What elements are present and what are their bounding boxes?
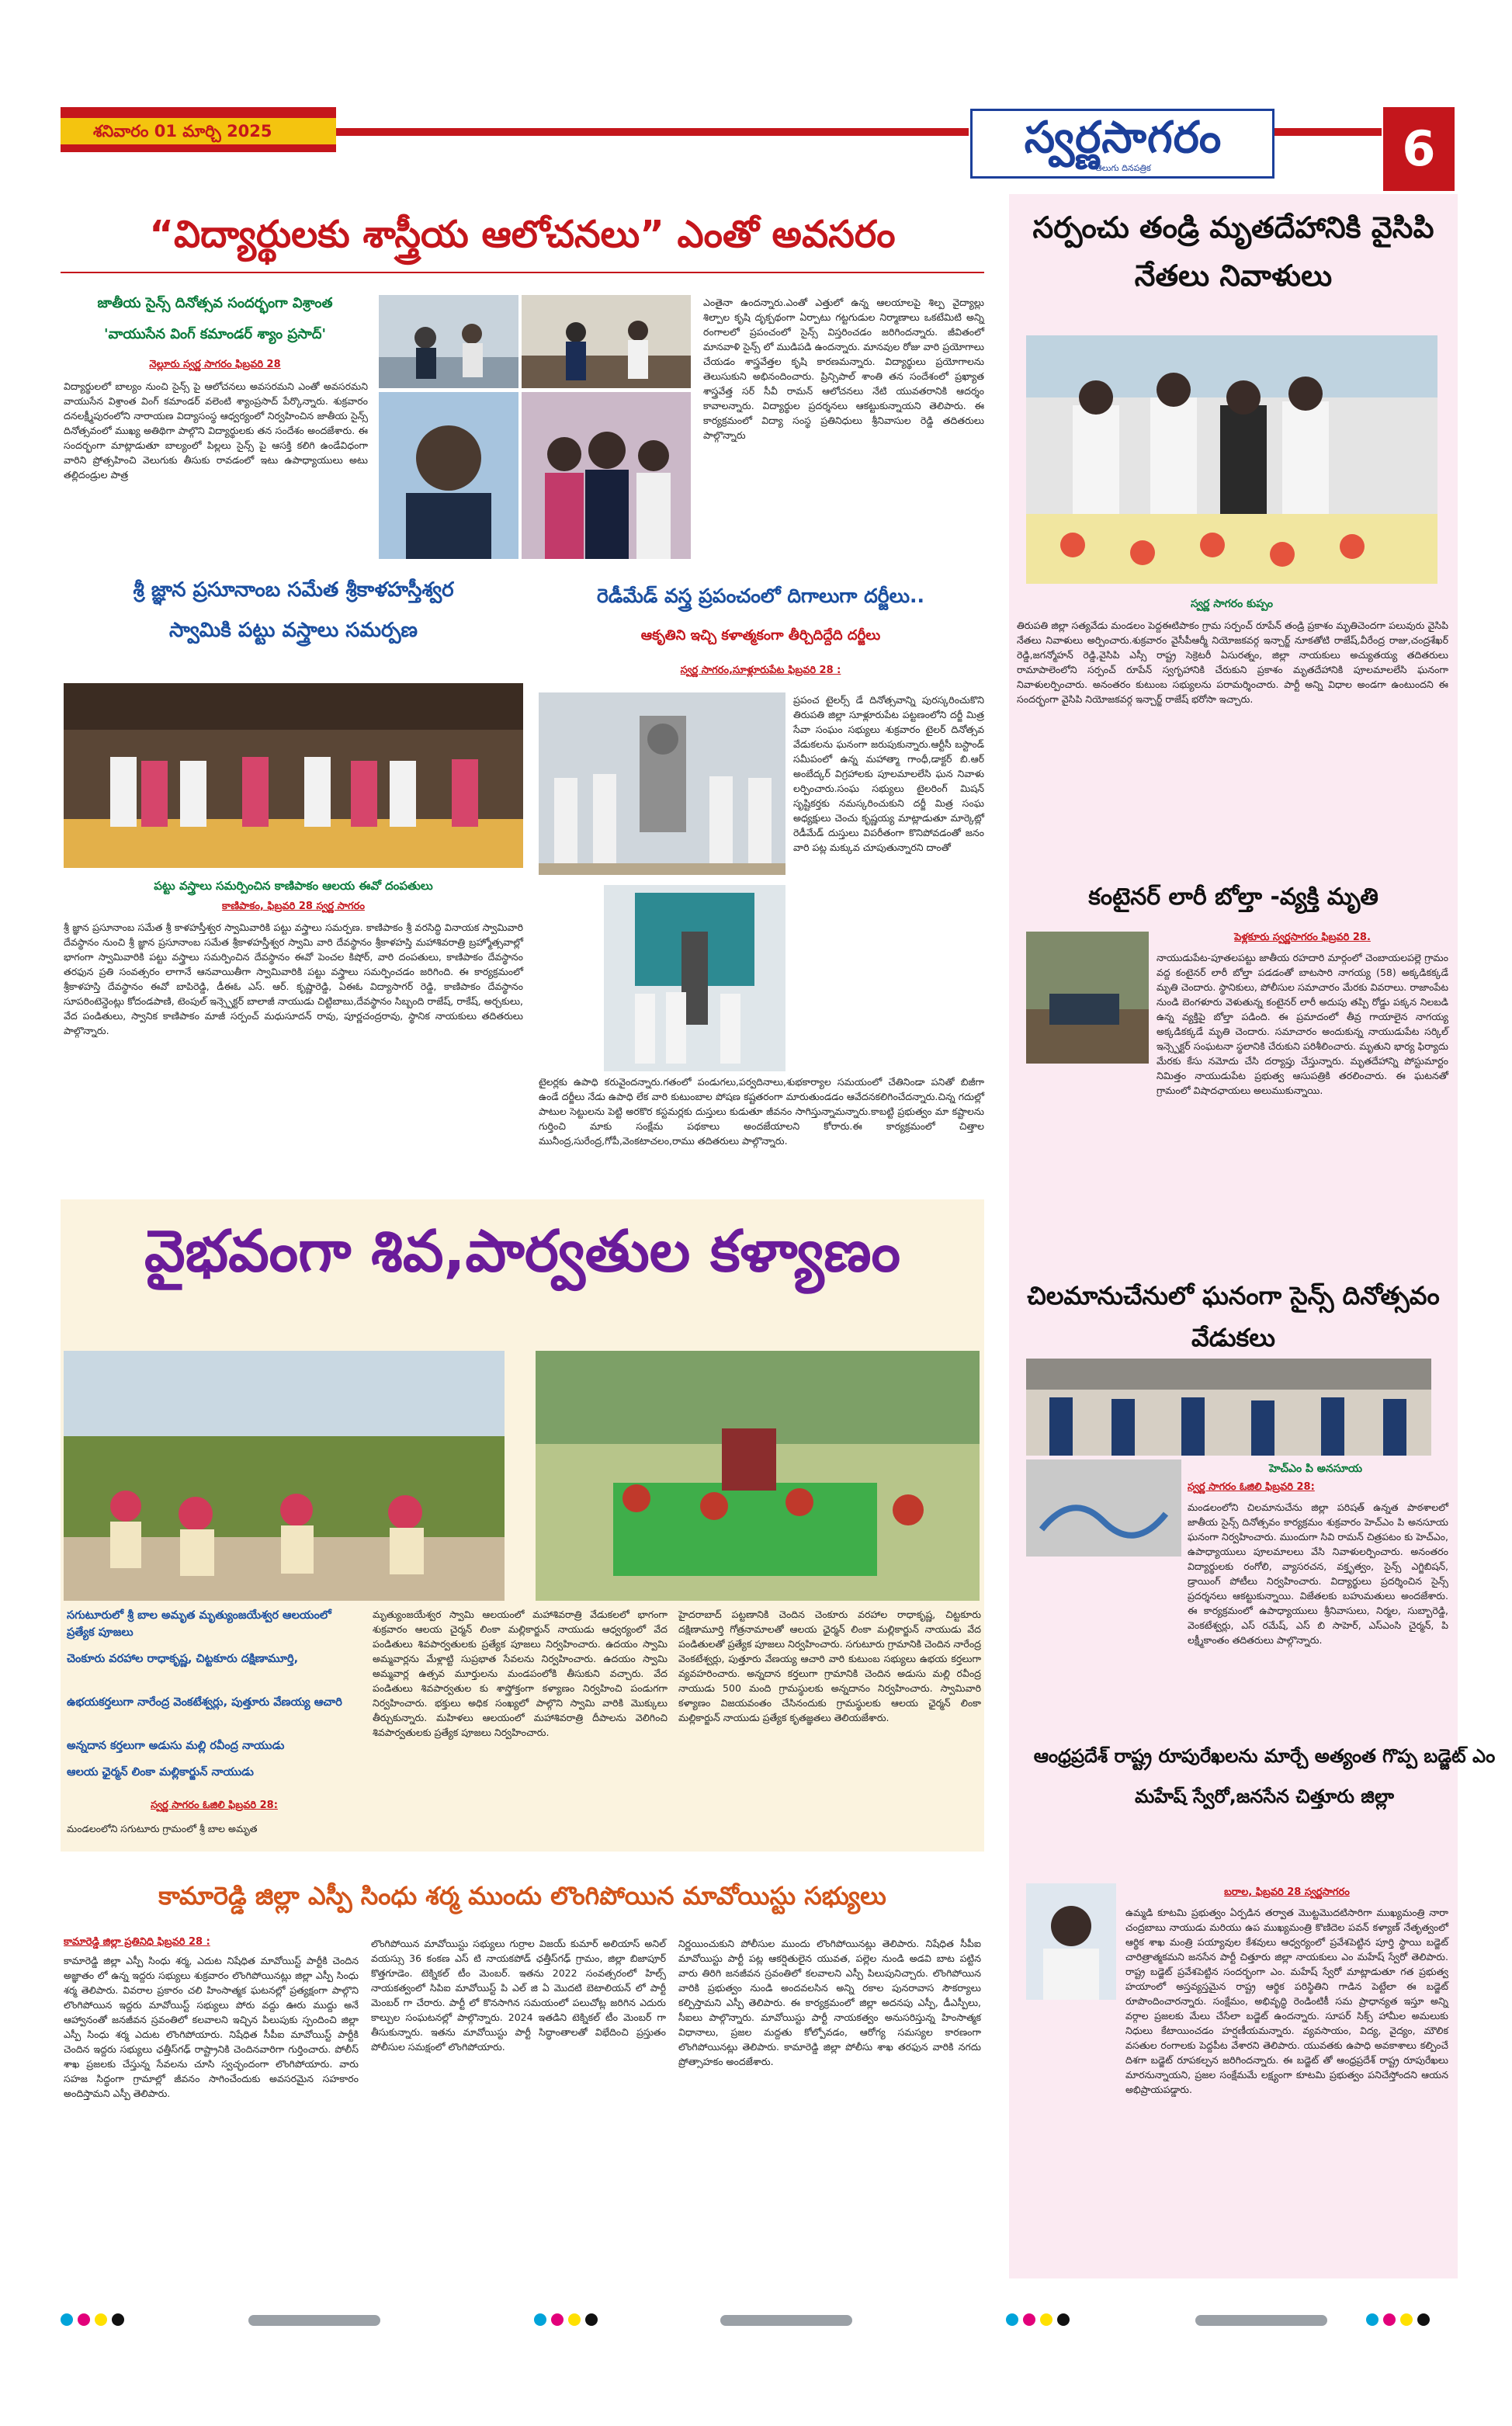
caption-silk: పట్టు వస్త్రాలు సమర్పించిన కాణిపాకం ఆలయ ఈవో దంపతులు [154, 879, 433, 893]
dateline-tailors: స్వర్ణ సాగరం,సూళ్లూరుపేట ఫిబ్రవరి 28 : [680, 665, 841, 676]
body-maoist-col1: కామారెడ్డి జిల్లా ఎస్పీ సింధు శర్మ, ఎదుట నిషేధిత మావోయిస్ట్ పార్టీకి చెందిన అజ్ఞాతం లో ఉన్న ఇద్దరు సభ్యులు శుక్రవారం లొంగిపోయినట్లు జిల్లా ఎస్పీ సింధు శర్మ తెలిపారు. వివరాల ప్రకారం చలి హింసాత్మక ఘటనల్లో ప్రత్యక్షంగా పాల్గొని లొంగిపోయిన ఇద్దరు మావోయిస్ట్ సభ్యులు పోరు వద్దు ఊరు ముద్దు అనే ఆహ్వానంతో జనజీవన స్రవంతిలో కలవాలని ఇచ్చిన పిలుపుకు స్పందించి జిల్లా ఎస్పీ సింధు శర్మ ఎదుట లొంగిపోయారు. నిషేధిత సీపీఐ మావోయిస్ట్ పార్టీకి చెందిన ఇద్దరు సభ్యులు ఛత్తీస్‌గఢ్ రాష్ట్రానికి చెందినవారిగా గుర్తించారు. పోలీస్ శాఖ ప్రజలకు చేస్తున్న సేవలను చూసి స్వచ్ఛందంగా లొంగిపోయారు. వారు సహజ సిద్ధంగా గ్రామాల్లో జీవనం సాగించేందుకు అవసరమైన సహకారం అందిస్తామని ఎస్పీ తెలిపారు. [64, 1955, 359, 2099]
page-number: 6 [1402, 120, 1436, 177]
photo-science-1 [379, 295, 518, 388]
dateline-budget: బరాల, ఫిబ్రవరి 28 స్వర్ణసాగరం [1224, 1886, 1350, 1898]
dateline-silk: కాణిపాకం, ఫిబ్రవరి 28 స్వర్ణ సాగరం [222, 901, 365, 912]
photo-icon [539, 692, 785, 875]
photo-icon [64, 683, 523, 868]
photo-icon [1026, 932, 1149, 1064]
photo-icon [64, 1351, 505, 1601]
registration-bar [1195, 2315, 1327, 2326]
kalyanam-info-3: ఉభయకర్తలుగా నారేంద్ర వెంకటేశ్వర్లు, పుత్తూరు వేణయ్య ఆచారి [67, 1696, 342, 1709]
photo-icon [522, 392, 691, 559]
photo-icon [1026, 1459, 1181, 1557]
photo-icon [536, 1351, 980, 1601]
masthead-logo: స్వర్ణసాగరం [1024, 113, 1222, 163]
body-science-fest-cont [1017, 1562, 1448, 1730]
photo-science-3 [379, 392, 518, 559]
photo-kalyanam-1 [64, 1351, 505, 1601]
dateline-maoist: కామారెడ్డి జిల్లా ప్రతినిధి ఫిబ్రవరి 28 : [64, 1936, 210, 1948]
photo-science-fest-2 [1026, 1459, 1181, 1557]
body-silk: శ్రీ జ్ఞాన ప్రసూనాంబ సమేత శ్రీ కాళహస్తీశ్వర స్వామివారికి పట్టు వస్త్రాలు సమర్పణ. కాణిపాకం శ్రీ వరసిద్ధి వినాయక స్వామివారి దేవస్థానం నుంచి శ్రీ జ్ఞాన ప్రసూనాంబ సమేత శ్రీకాళహస్తీశ్వర స్వామి వారి దేవస్థానం శ్రీకాళహస్తి మహాశివరాత్రి బ్రహ్మోత్సవాల్లో భాగంగా స్వామివారికి పట్టు వస్త్రాలు సమర్పించిన దేవస్థానం ఈవో పెంచల కిషోర్, వారి దంపతులు, కాణిపాకం దేవస్థానం తరఫున ప్రతి సంవత్సరం లాగానే ఆనవాయితీగా స్వామివారికి పట్టు వస్త్రాలు సమర్పించడం జరిగింది. ఈ కార్యక్రమంలో శ్రీకాళహస్తి దేవస్థానం ఈవో బాపిరెడ్డి, డీఈఓ ఎస్. ఆర్. కృష్ణారెడ్డి, ఏఈఓ విద్యాసాగర్ రెడ్డి, కాణిపాకం దేవస్థానం సూపరింటెన్డెంట్లు కోదండపాణి, టెంపుల్ ఇన్స్పెక్టర్ బాలాజీ నాయుడు చిట్టిబాబు,దేవస్థానం సిబ్బంది రాజేష్, రాకేష్, అర్చకులు, వేద పండితులు, స్వానిక కాణిపాకం మాజీ సర్పంచ్ మధుసూదన్ రావు, పూర్ణచంద్రరావు, స్థానిక నాయకులు తదితరులు పాల్గొన్నారు. [64, 921, 523, 1036]
photo-science-2 [522, 295, 691, 388]
headline-science: “విద్యార్థులకు శాస్త్రీయ ఆలోచనలు” ఎంతో అవసరం [149, 213, 896, 256]
photo-science-fest-1 [1026, 1359, 1431, 1456]
dateline-science-fest: స్వర్ణ సాగరం ఓజిలి ఫిబ్రవరి 28: [1188, 1481, 1315, 1493]
body-budget: ఉమ్మడి కూటమి ప్రభుత్వం ఏర్పడిన తర్వాత మొట్టమొదటిసారిగా ముఖ్యమంత్రి నారా చంద్రబాబు నాయుడు మరియు ఉప ముఖ్యమంత్రి కొణిదెల పవన్ కళ్యాణ్ నేతృత్వంలో ఆర్థిక శాఖ మంత్రి పయ్యావుల కేశవులు ఆధ్వర్యంలో ప్రవేశపెట్టిన పూర్తి స్థాయి బడ్జెట్ చారిత్రాత్మకమని జనసేన పార్టీ చిత్తూరు జిల్లా నాయకులు ఎం మహేష్ స్వేరో తెలిపారు. రాష్ట్ర బడ్జెట్ ప్రవేశపెట్టిన సందర్భంగా ఎం. మహేష్ స్వేరో మాట్లాడుతూ గత ప్రభుత్వ హయాంలో అస్తవ్యస్తమైన రాష్ట్ర ఆర్థిక పరిస్థితిని గాడిన పెట్టేలా ఈ బడ్జెట్ రూపొందించారన్నారు. సంక్షేమం, అభివృద్ధి రెండింటికీ సమ ప్రాధాన్యత ఇస్తూ అన్ని వర్గాల ప్రజలకు మేలు చేసేలా బడ్జెట్ ఉందన్నారు. సూపర్ సిక్స్ హామీల అమలుకు నిధులు కేటాయించడం హర్షణీయమన్నారు. వ్యవసాయం, విద్య, వైద్యం, మౌలిక వసతుల రంగాలకు పెద్దపీట వేశారని తెలిపారు. యువతకు ఉపాధి అవకాశాలు కల్పించే దిశగా బడ్జెట్ రూపకల్పన జరిగిందన్నారు. ఈ బడ్జెట్ తో ఆంధ్రప్రదేశ్ రాష్ట్ర రూపురేఖలు మారనున్నాయని, ప్రజల సంక్షేమమే లక్ష్యంగా కూటమి ప్రభుత్వం పనిచేస్తోందని ఆయన అభిప్రాయపడ్డారు. [1125, 1907, 1448, 2095]
body-kalyanam-lead: మండలంలోని సగుటూరు గ్రామంలో శ్రీ బాల అమృత [67, 1823, 258, 1834]
registration-mark-icon [1366, 2313, 1430, 2326]
rule-science [61, 272, 984, 273]
photo-icon [379, 295, 518, 388]
photo-silk [64, 683, 523, 868]
photo-icon [1026, 1883, 1116, 2000]
headline-kalyanam: వైభవంగా శివ,పార్వతుల కళ్యాణం [144, 1218, 901, 1285]
dateline-kalyanam: స్వర్ణ సాగరం ఓజిలి ఫిబ్రవరి 28: [151, 1800, 278, 1811]
header-red-line-right [1273, 128, 1382, 136]
body-kalyanam-col3: హైదరాబాద్ పట్టణానికి చెందిన చెంకూరు వరహాల రాధాకృష్ణ, చిట్టకూరు దక్షిణామూర్తి గోత్రనామాలతో ఆలయ ఛైర్మన్ లింకా మల్లికార్జున్ నాయుడు వేద పండితులతో ప్రత్యేక పూజలు నిర్వహించారు. సగుటూరు గ్రామానికి చెందిన నారేంద్ర వెంకటేశ్వర్లు, పుత్తూరు వేణయ్య ఆచారి వారి కుటుంబ సభ్యులు ఉభయ కర్తలుగా వ్యవహరించారు. అన్నదాన కర్తలుగా గ్రామానికి చెందిన అడుసు మల్లి రవీంద్ర నాయుడు 500 మంది గ్రామస్థులకు అన్నదానం నిర్వహించారు. స్వామివారి కళ్యాణం విజయవంతం చేసినందుకు గ్రామస్థులకు ఆలయ ఛైర్మన్ లింకా మల్లికార్జున్ నాయుడు ప్రత్యేక కృతజ్ఞతలు తెలియజేశారు. [678, 1609, 981, 1723]
headline-lorry: కంటైనర్ లారీ బోల్తా -వ్యక్తి మృతి [1088, 883, 1378, 911]
headline-silk-2: స్వామికి పట్టు వస్త్రాలు సమర్పణ [169, 619, 418, 642]
photo-tailors-1 [539, 692, 785, 875]
photo-budget [1026, 1883, 1116, 2000]
header-date: శనివారం 01 మార్చి 2025 [93, 122, 272, 141]
registration-bar [248, 2315, 380, 2326]
dateline-science: నెల్లూరు స్వర్ణ సాగరం ఫిబ్రవరి 28 [149, 359, 281, 370]
photo-icon [522, 295, 691, 388]
caption-sarpanch: స్వర్ణ సాగరం కుప్పం [1190, 598, 1274, 610]
body-maoist-col2: లొంగిపోయిన మావోయిస్టు సభ్యులు గుర్రాల విజయ్ కుమార్ అలియాస్ అనిల్ వయస్సు 36 కంకణ ఎస్ టి నాయకపోడ్ ఛత్తీస్‌గఢ్ గ్రామం, జిల్లా బిజాపూర్ కొత్తగూడెం. టెక్నికల్ టీం మెంబర్. ఇతను 2022 సంవత్సరంలో హిల్స్ నాయకత్వంలో సిపిఐ మావోయిస్ట్ పి ఎల్ జి ఏ మొదటి బెటాలియన్ లో పార్టీ మెంబర్ గా చేరారు. పార్టీ లో కొనసాగిన సమయంలో పలుచోట్ల జరిగిన ఎదురు కాల్పుల సంఘటనల్లో పాల్గొన్నారు. 2024 ఇతడిని టెక్నికల్ టీం మెంబర్ గా తీసుకున్నారు. ఇతను మావోయిస్టు పార్టీ సిద్ధాంతాలతో విభేదించి ప్రస్తుతం పోలీసుల సమక్షంలో లొంగిపోయారు. [371, 1938, 666, 2053]
registration-mark-icon [534, 2313, 598, 2326]
headline-maoist: కామారెడ్డి జిల్లా ఎస్పీ సింధు శర్మ ముందు లొంగిపోయిన మావోయిస్టు సభ్యులు [158, 1881, 886, 1911]
body-maoist-col3: నిర్ణయించుకుని పోలీసుల ముందు లొంగిపోయినట్లు తెలిపారు. నిషేధిత సీపీఐ మావోయిస్టు పార్టీ పట్ల ఆకర్షితులైన యువత, పల్లెల నుండి అడవి బాట పట్టిన వారు తిరిగి జనజీవన స్రవంతిలో కలవాలని ఎస్పీ పిలుపునిచ్చారు. లొంగిపోయిన వారికి ప్రభుత్వం నుండి అందవలసిన అన్ని రకాల పునరావాస సౌకర్యాలు కల్పిస్తామని ఎస్పీ తెలిపారు. ఈ కార్యక్రమంలో జిల్లా అదనపు ఎస్పీ, డీఎస్పీలు, సీఐలు పాల్గొన్నారు. మావోయిస్టు పార్టీ నాయకత్వం అనుసరిస్తున్న హింసాత్మక విధానాలు, ప్రజల మద్దతు కోల్పోవడం, ఆరోగ్య సమస్యల కారణంగా లొంగిపోయినట్లు తెలిపారు. కామారెడ్డి జిల్లా పోలీసు శాఖ తరఫున వారికి నగదు ప్రోత్సాహకం అందజేశారు. [678, 1938, 981, 2067]
headline-silk-1: శ్రీ జ్ఞాన ప్రసూనాంబ సమేత శ్రీకాళహస్తీశ్వర [133, 578, 454, 602]
kalyanam-info-5: ఆలయ ఛైర్మన్ లింకా మల్లికార్జున్ నాయుడు [67, 1766, 254, 1779]
registration-mark-icon [61, 2313, 124, 2326]
headline-tailors: రెడీమేడ్ వస్త్ర ప్రపంచంలో దిగాలుగా దర్జీలు.. [597, 585, 924, 607]
photo-kalyanam-2 [536, 1351, 980, 1601]
sub-science-1: జాతీయ సైన్స్ దినోత్సవ సందర్భంగా విశ్రాంత [97, 295, 333, 311]
masthead-tag: తెలుగు దినపత్రిక [1095, 163, 1151, 173]
photo-sarpanch [1026, 335, 1437, 584]
body-kalyanam-col2: మృత్యుంజయేశ్వర స్వామి ఆలయంలో మహాశివరాత్రి వేడుకలలో భాగంగా శుక్రవారం ఆలయ చైర్మన్ లింకా మల్లికార్జున్ నాయుడు ఆధ్వర్యంలో వేద పండితులు శివపార్వతులకు ప్రత్యేక పూజలు నిర్వహించారు. ఉదయం స్వామి అమ్మవార్లను మేళ్లాట్టి సుప్రభాత సేవలను నిర్వహించారు. ఉదయం స్వామి అమ్మవార్ల ఉత్సవ మూర్తులను మండపంలోకి తీసుకుని వచ్చారు. వేద పండితులు శివపార్వతుల కు శాస్త్రోక్తంగా కళ్యాణం నిర్వహించి పండుగగా నిర్వహించారు. భక్తులు అధిక సంఖ్యలో పాల్గొని స్వామి వారికి మొక్కులు తీర్చుకున్నారు. మహిళలు ఆలయంలో మహాశివరాత్రి దీపాలను వెలిగించి శివపార్వతులకు ప్రత్యేక పూజలు నిర్వహించారు. [373, 1609, 668, 1738]
body-lorry: నాయుడుపేట-పూతలపట్టు జాతీయ రహదారి మార్గంలో చెంబాయలపల్లె గ్రామం వద్ద కంటైనర్ లారీ బోల్తా పడడంతో బాటసారి నాగయ్య (58) అక్కడికక్కడే మృతి చెందారు. స్థానికులు, పోలీసుల సమాచారం మేరకు వివరాలు. రాజాంపేట నుండి బెంగళూరు వెళుతున్న కంటైనర్ లారీ అదుపు తప్పి రోడ్డు పక్కన నిలబడి ఉన్న వ్యక్తిపై బోల్తా పడింది. ఈ ప్రమాదంలో తీవ్ర గాయాలైన నాగయ్య అక్కడికక్కడే మృతి చెందారు. సమాచారం అందుకున్న నాయుడుపేట సర్కిల్ ఇన్స్పెక్టర్ సంఘటనా స్థలానికి చేరుకుని పరిశీలించారు. మృతుని భార్య ఫిర్యాదు మేరకు కేసు నమోదు చేసి దర్యాప్తు చేస్తున్నారు. మృతదేహాన్ని పోస్టుమార్టం నిమిత్తం నాయుడుపేట ప్రభుత్వ ఆసుపత్రికి తరలించారు. ఈ ఘటనతో గ్రామంలో విషాదఛాయలు అలుముకున్నాయి. [1157, 952, 1448, 1096]
registration-mark-icon [1006, 2313, 1070, 2326]
headline-science-fest: చిలమానుచేనులో ఘనంగా సైన్స్ దినోత్సవం వేడుకలు [1027, 1281, 1440, 1352]
photo-science-4 [522, 392, 691, 559]
header-red-line [336, 128, 969, 136]
headline-budget: ఆంధ్రప్రదేశ్ రాష్ట్ర రూపురేఖలను మార్చే అత్యంత గొప్ప బడ్జెట్ ఎం మహేష్ స్వేరో,జనసేన చిత్తూరు జిల్లా [1033, 1745, 1496, 1807]
registration-bar [720, 2315, 852, 2326]
body-lorry-cont [1017, 1071, 1448, 1264]
subheadline-tailors: ఆకృతిని ఇచ్చి కళాత్మకంగా తీర్చిదిద్దేది దర్జీలు [640, 627, 881, 644]
headline-sarpanch: సర్పంచు తండ్రి మృతదేహానికి వైసిపి నేతలు నివాళులు [1032, 210, 1434, 293]
body-science-col1: విద్యార్థులలో బాల్యం నుంచి సైన్స్ పై ఆలోచనలు అవసరమని ఎంతో అవసరమని వాయుసేన విశ్రాంత వింగ్ కమాండర్ వలెంటి శ్యాంప్రసాద్ పేర్కొన్నారు. శుక్రవారం దనలక్ష్మీపురంలోని నారాయణ విద్యాసంస్థ ఆధ్వర్యంలో నిర్వహించిన జాతీయ సైన్స్ దినోత్సవంలో ముఖ్య అతిథిగా పాల్గొని విద్యార్థులకు తన సందేశం అందజేశారు. ఈ సందర్భంగా మాట్లాడుతూ బాల్యంలో పిల్లలు సైన్స్ పై ఆసక్తి కలిగి ఉండేవిధంగా వారిని ప్రోత్సహించి వెలుగుకు తీసుకు రావడంలో ఇటు ఉపాధ్యాయులు అటు తల్లిదండ్రుల పాత్ర [64, 380, 368, 481]
body-tailors-right: ప్రపంచ టైలర్స్ డే దినోత్సవాన్ని పురస్కరించుకొని తిరుపతి జిల్లా సూళ్లూరుపేట పట్టణంలోని దర్జీ మిత్ర సేవా సంఘం సభ్యులు శుక్రవారం టైలర్ దినోత్సవ వేడుకలను ఘనంగా జరుపుకున్నారు.ఆర్టీసీ బస్టాండ్ సమీపంలో ఉన్న మహాత్మా గాంధీ,డాక్టర్ బి.ఆర్ అంబేద్కర్ విగ్రహాలకు పూలమాలలేసి ఘన నివాళు లర్పించారు.సంఘ సభ్యులు టైలరింగ్ మిషన్ సృష్టికర్తకు నమస్కరించుకుని దర్జీ మిత్ర సంఘ అధ్యక్షులు చెంచు కృష్ణయ్య మాట్లాడుతూ మార్కెట్లో రెడీమేడ్ దుస్తులు విపరీతంగా కొనిపోవడంతో జనం వారి పట్ల మక్కువ చూపుతున్నారని దాంతో [793, 694, 984, 853]
photo-icon [379, 392, 518, 559]
body-science-fest: మండలంలోని చిలమానుచేను జిల్లా పరిషత్ ఉన్నత పాఠశాలలో జాతీయ సైన్స్ దినోత్సవం కార్యక్రమం శుక్రవారం హెచ్ఎం పి అనసూయ ఘనంగా నిర్వహించారు. ముందుగా సివి రామన్ చిత్రపటం కు హెచ్ఎం, ఉపాధ్యాయులు పూలమాలలు వేసి నివాళులర్పించారు. అనంతరం విద్యార్థులకు రంగోలి, వ్యాసరచన, వక్తృత్వం, సైన్స్ ఎగ్జిబిషన్, డ్రాయింగ్ పోటీలు నిర్వహించారు. విద్యార్థులు ప్రదర్శించిన సైన్స్ ప్రదర్శనలు ఆకట్టుకున్నాయి. విజేతలకు బహుమతులు అందజేశారు. ఈ కార్యక్రమంలో ఉపాధ్యాయులు శ్రీనివాసులు, నిర్మల, సుబ్బారెడ్డి, వెంకటేశ్వర్లు, ఎస్ రమేష్, ఎస్ బి సాహెర్, ఎస్ఎంసి చైర్మన్, పి లక్ష్మీకాంతం తదితరులు పాల్గొన్నారు. [1188, 1501, 1448, 1646]
dateline-lorry: పెళ్లకూరు స్వర్ణసాగరం ఫిబ్రవరి 28. [1234, 932, 1371, 943]
kalyanam-info-1: సగుటూరులో శ్రీ బాల అమృత మృత్యుంజయేశ్వర ఆలయంలో ప్రత్యేక పూజలు [67, 1609, 331, 1639]
photo-tailors-2 [604, 885, 785, 1071]
body-tailors-bottom: టైలర్లకు ఉపాధి కరువైందన్నారు.గతంలో పండుగలు,పర్వదినాలు,శుభకార్యాల సమయంలో చేతినిండా పనితో బిజీగా ఉండే దర్జీలు నేడు ఉపాధి లేక వారి కుటుంబాల పోషణ కష్టతరంగా మారుతుండడం ఆవేదనకలిగించేదన్నారు.చిన్న గదుల్లో పాటుల సెట్టులను పెట్టి అరకొర కస్టమర్లకు దుస్తులు కుడుతూ జీవనం సాగిస్తున్నామన్నారు.కాబట్టి ప్రభుత్వం మా కష్టాలను గుర్తించి మాకు సంక్షేమ పథకాలు అందజేయాలని కోరారు.ఈ కార్యక్రమంలో చిత్తాల మునీంద్ర,సురేంద్ర,గోపీ,వెంకటాచలం,రాము తదితరులు పాల్గొన్నారు. [539, 1076, 984, 1147]
photo-lorry [1026, 932, 1149, 1064]
kalyanam-info-4: అన్నదాన కర్తలుగా అడుసు మల్లి రవీంద్ర నాయుడు [67, 1740, 285, 1752]
sub-science-2: 'వాయుసేన వింగ్ కమాండర్ శ్యాం ప్రసాద్' [103, 326, 327, 342]
photo-icon [604, 885, 785, 1071]
photo-icon [1026, 335, 1437, 584]
photo-icon [1026, 1359, 1431, 1456]
caption-science-fest: హెచ్ఎం పి అనసూయ [1268, 1463, 1363, 1475]
body-science-col2: ఎంతైనా ఉందన్నారు.ఎంతో ఎత్తులో ఉన్న ఆలయాలపై శిల్ప వైద్యాల్లు శిల్పాల కృషి దృక్పథంగా ఏర్పాటు గట్టగుడుల నిర్మాణాలు ఒకటేమిటి అన్ని రంగాలలో ప్రపంచంలో సైన్స్ విస్తరించడం జరిగిందన్నారు. జీవితంలో మానవాళి సైన్స్ లో ముడిపడి ఉందన్నారు. మానవుల రోజు వారి ప్రయోగాలు చేయడం శాస్త్రవేత్తల కృషి కారణమన్నారు. విద్యార్థులు ప్రయోగాలను తెలుసుకుని అభినందించారు. ప్రిన్సిపాల్ శాంతి తన సందేశంలో ప్రఖ్యాత శాస్త్రవేత్త సర్ సీవీ రామన్ ఆలోచనలు నేటి యువతరానికి ఆదర్శం కావాలన్నారు. విద్యార్థుల ప్రదర్శనలు ఆకట్టుకున్నాయని తెలిపారు. ఈ కార్యక్రమంలో విద్యా సంస్థ ప్రతినిధులు శ్రీనివాసుల రెడ్డి తదితరులు పాల్గొన్నారు [703, 297, 984, 441]
kalyanam-info-2: చెంకూరు వరహాల రాధాకృష్ణ, చిట్టకూరు దక్షిణామూర్తి, [67, 1653, 299, 1665]
body-sarpanch: తిరుపతి జిల్లా సత్యవేడు మండలం పెద్దఈటిపాకం గ్రామ సర్పంచ్ రూపేన్ తండ్రి ప్రకాశం మృతిచెందగా పలువురు వైసిపి నేతలు నివాళులు అర్పించారు.శుక్రవారం వైసీపీఆర్మీ నియోజకవర్గ ఇన్చార్జ్ నూకతోటి రాజేష్,వీరేంద్ర రాజు,చంద్రశేఖర్ రెడ్డి,జగన్మోహన్ రెడ్డి,వైసిపి ఎస్సీ రాష్ట్ర సెక్రెటరీ ఏసురత్నం, జిల్లా నాయకులు అచ్యుతయ్య తదితరులు రామాపాలెంలోని సర్పంచ్ రూపేన్ స్వగృహానికి చేరుకుని ప్రకాశం మృతదేహానికి పూలమాలలేసి ఘనంగా నివాళులర్పించారు. అనంతరం కుటుంబ సభ్యులను పరామర్శించారు. పార్టీ అన్ని విధాల అండగా ఉంటుందని ఈ సందర్భంగా వైసిపి నియోజకవర్గ ఇన్చార్జ్ రాజేష్ భరోసా ఇచ్చారు. [1017, 620, 1448, 705]
